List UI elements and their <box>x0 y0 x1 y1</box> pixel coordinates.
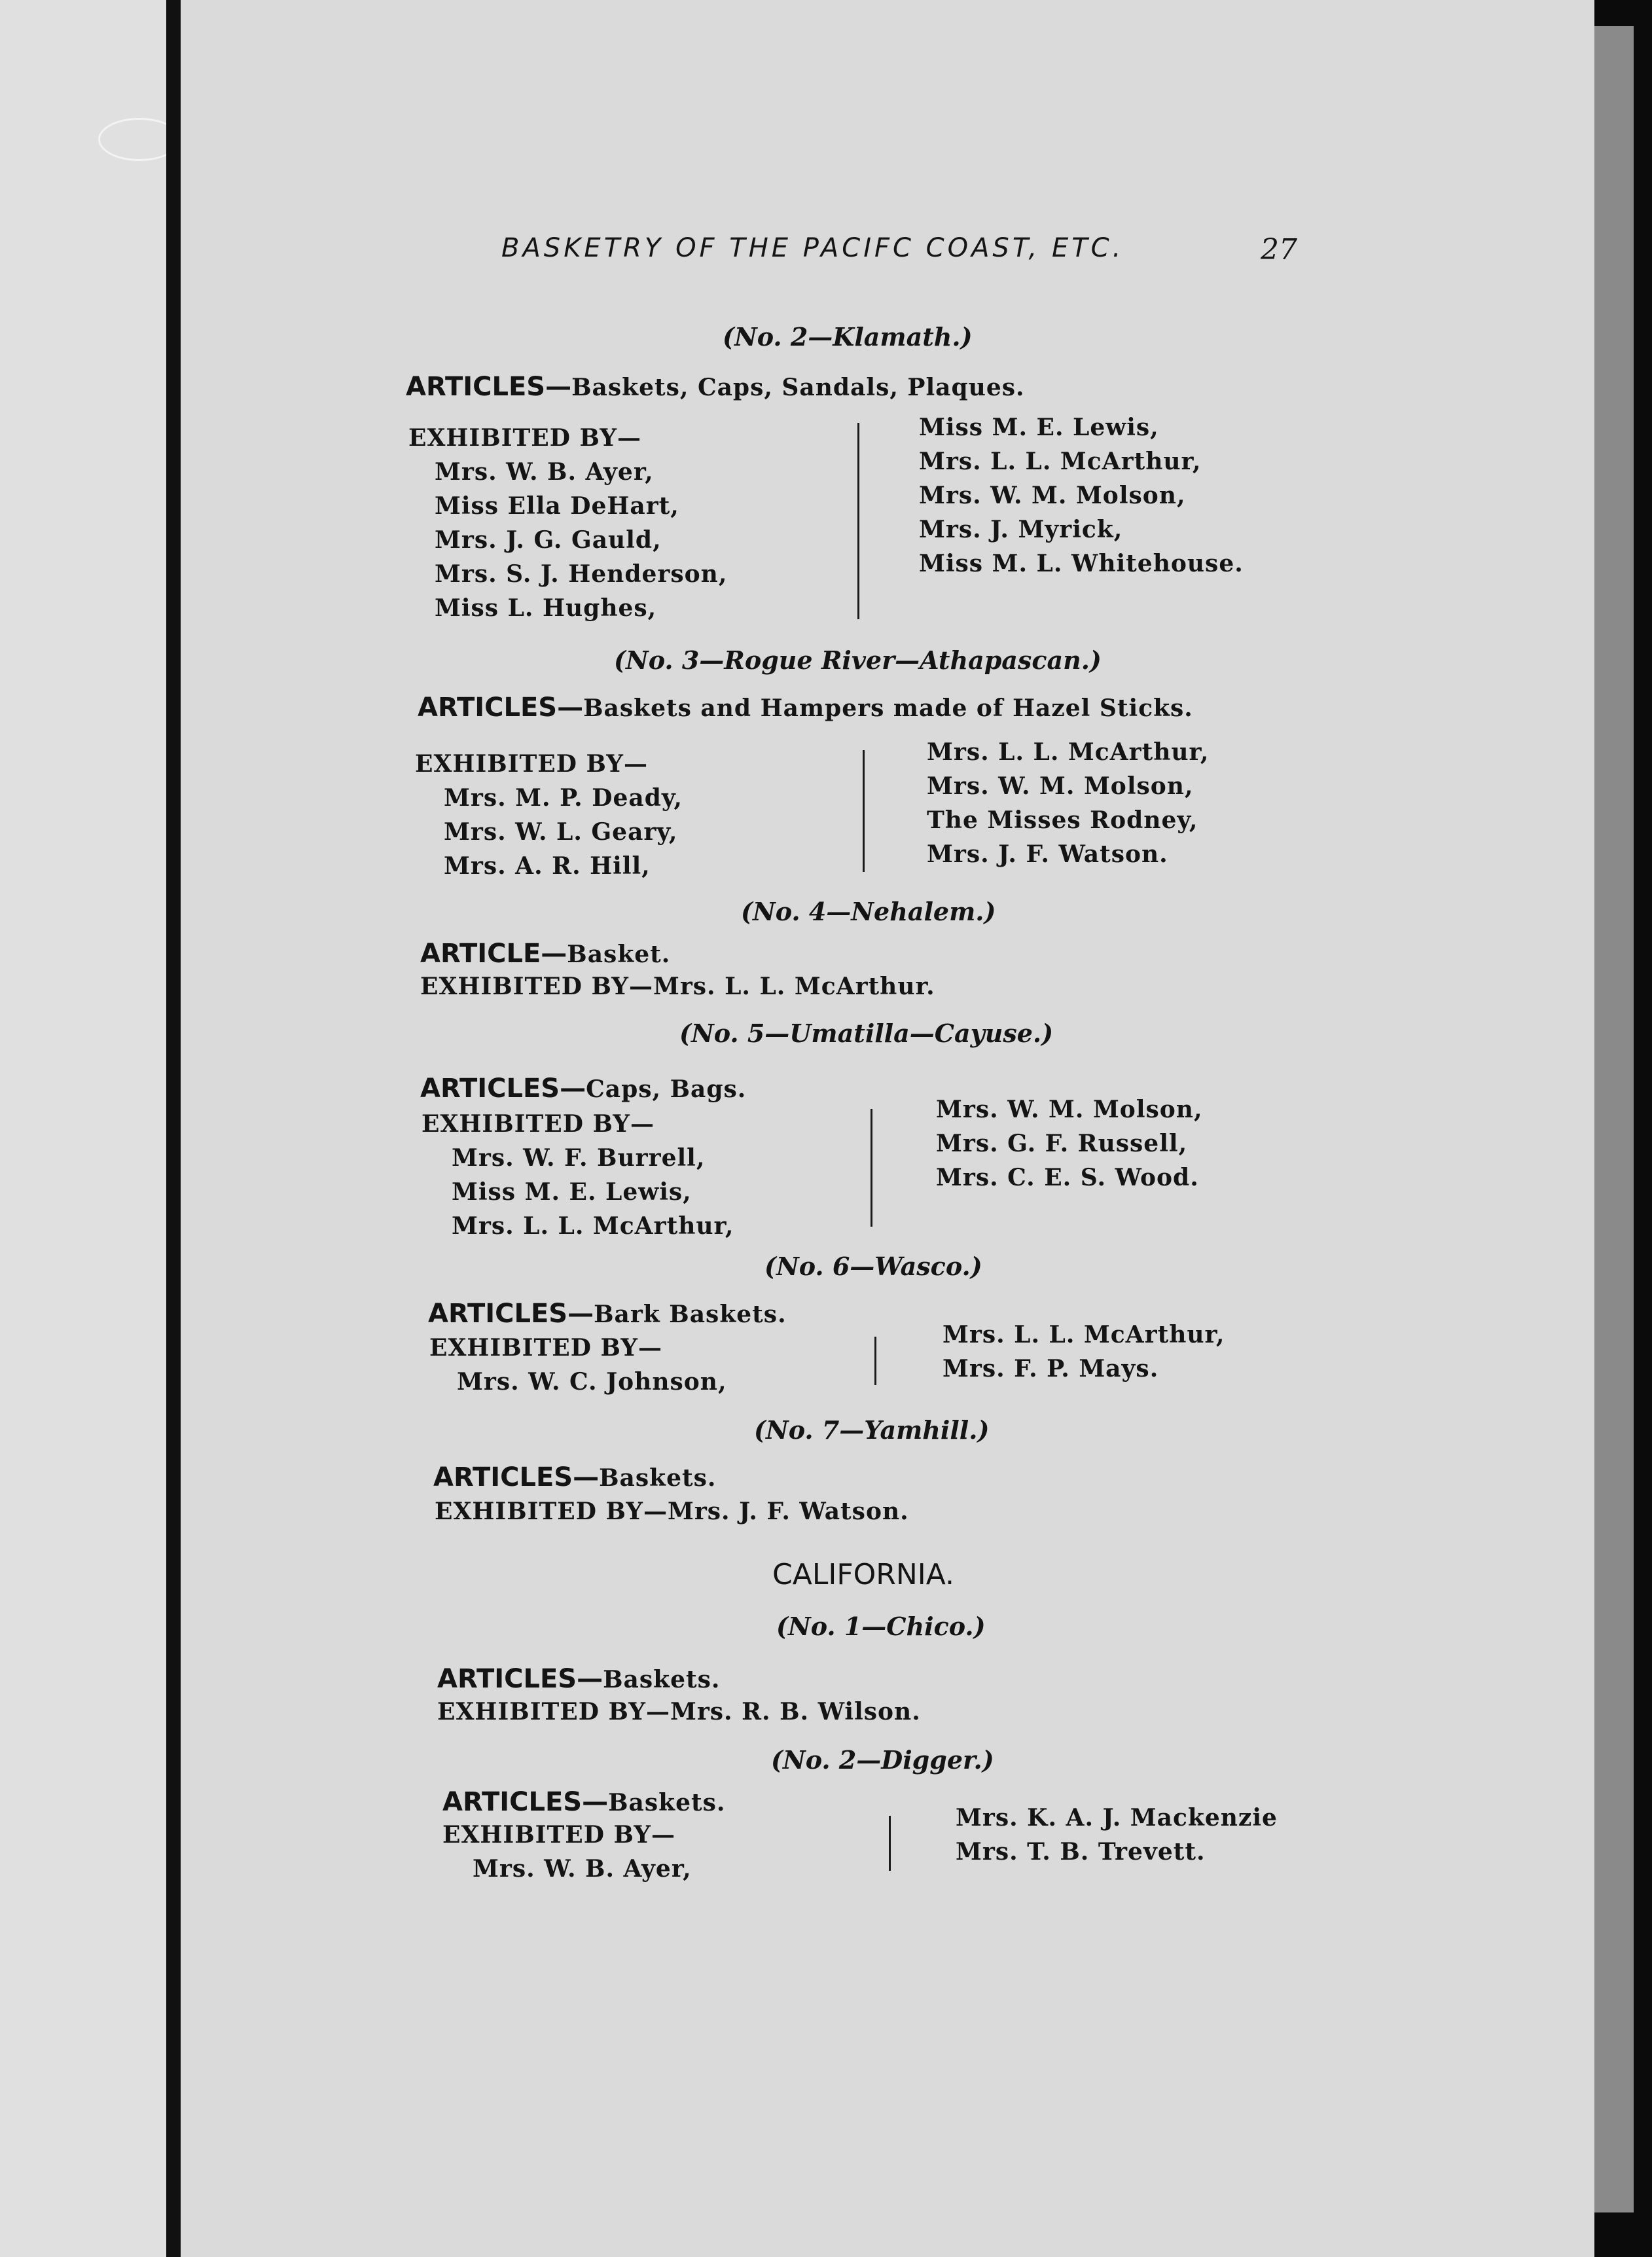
exhibitor-name: Mrs. K. A. J. Mackenzie <box>956 1804 1278 1832</box>
articles-text: Baskets and Hampers made of Hazel Sticks. <box>583 695 1193 722</box>
articles-line <box>442 1787 725 1817</box>
exhibitor-name: Mrs. G. F. Russell, <box>936 1130 1188 1157</box>
column-divider <box>863 750 865 872</box>
column-divider <box>889 1816 891 1871</box>
exhibited-line <box>435 1498 909 1525</box>
column-divider <box>874 1337 876 1385</box>
exhibitor-name: Mrs. R. B. Wilson. <box>670 1698 921 1725</box>
articles-text: Basket. <box>567 941 671 968</box>
section-heading: (No. 1—Chico.) <box>776 1612 986 1641</box>
column-divider <box>871 1109 872 1227</box>
exhibited-label: EXHIBITED BY— <box>442 1821 675 1849</box>
exhibited-label: EXHIBITED BY— <box>422 1110 655 1138</box>
exhibitor-name: Mrs. T. B. Trevett. <box>956 1838 1206 1866</box>
exhibited-line <box>437 1698 921 1725</box>
book-gutter <box>166 0 181 2257</box>
exhibitor-name: Miss M. L. Whitehouse. <box>919 550 1244 577</box>
articles-text: Baskets. <box>599 1464 717 1492</box>
exhibitor-name: Mrs. W. M. Molson, <box>927 772 1194 800</box>
exhibitor-name: Mrs. W. M. Molson, <box>919 482 1186 509</box>
articles-label: ARTICLES— <box>406 372 572 402</box>
articles-label: ARTICLES— <box>420 1074 586 1104</box>
articles-label: ARTICLES— <box>442 1787 609 1817</box>
column-divider <box>857 423 859 619</box>
exhibited-label: EXHIBITED BY— <box>429 1334 662 1362</box>
articles-label: ARTICLES— <box>433 1462 600 1492</box>
exhibitor-name: Mrs. A. R. Hill, <box>444 852 651 880</box>
exhibitor-name: Mrs. W. M. Molson, <box>936 1096 1203 1123</box>
section-heading: (No. 5—Umatilla—Cayuse.) <box>679 1019 1054 1048</box>
exhibitor-name: Mrs. J. Myrick, <box>919 516 1123 543</box>
articles-text: Baskets, Caps, Sandals, Plaques. <box>571 374 1025 401</box>
exhibitor-name: Miss M. E. Lewis, <box>452 1178 692 1206</box>
exhibitor-name: Mrs. W. F. Burrell, <box>452 1144 706 1172</box>
exhibitor-name: Miss Ella DeHart, <box>435 492 679 520</box>
articles-line <box>406 372 1025 402</box>
section-heading: (No. 4—Nehalem.) <box>741 897 996 926</box>
articles-line <box>420 939 670 969</box>
exhibitor-name: Mrs. L. L. McArthur, <box>919 448 1202 475</box>
section-heading: (No. 2—Digger.) <box>771 1745 994 1775</box>
articles-line <box>428 1299 787 1329</box>
exhibitor-name: Mrs. L. L. McArthur, <box>452 1212 734 1240</box>
articles-label: ARTICLES— <box>437 1664 603 1694</box>
exhibited-label: EXHIBITED BY— <box>435 1498 668 1525</box>
articles-line <box>437 1664 720 1694</box>
exhibitor-name: The Misses Rodney, <box>927 806 1198 834</box>
articles-label: ARTICLES— <box>418 693 584 723</box>
exhibitor-name: Mrs. L. L. McArthur, <box>943 1321 1225 1348</box>
exhibitor-name: Mrs. W. C. Johnson, <box>457 1368 727 1396</box>
section-heading: (No. 3—Rogue River—Athapascan.) <box>614 645 1102 675</box>
exhibited-label: EXHIBITED BY— <box>437 1698 670 1725</box>
exhibitor-name: Mrs. J. F. Watson. <box>927 840 1168 868</box>
articles-line <box>420 1074 746 1104</box>
articles-text: Bark Baskets. <box>594 1301 787 1328</box>
exhibitor-name: Mrs. W. L. Geary, <box>444 818 678 846</box>
exhibited-label: EXHIBITED BY— <box>408 424 641 452</box>
exhibitor-name: Mrs. C. E. S. Wood. <box>936 1164 1199 1191</box>
exhibitor-name: Mrs. W. B. Ayer, <box>473 1855 692 1883</box>
exhibitor-name: Mrs. L. L. McArthur. <box>653 973 935 1000</box>
running-title: BASKETRY OF THE PACIFC COAST, ETC. <box>501 233 1124 263</box>
articles-label: ARTICLE— <box>420 939 567 969</box>
exhibitor-name: Miss M. E. Lewis, <box>919 414 1159 441</box>
articles-text: Baskets. <box>603 1666 721 1693</box>
articles-label: ARTICLES— <box>428 1299 594 1329</box>
exhibited-label: EXHIBITED BY— <box>420 973 653 1000</box>
exhibitor-name: Mrs. M. P. Deady, <box>444 784 683 812</box>
exhibitor-name: Mrs. J. F. Watson. <box>667 1498 909 1525</box>
articles-line <box>418 693 1193 723</box>
exhibited-label: EXHIBITED BY— <box>415 750 648 778</box>
page-edge-shadow <box>1594 26 1634 2212</box>
articles-text: Baskets. <box>608 1789 726 1816</box>
section-heading: (No. 7—Yamhill.) <box>754 1415 990 1445</box>
section-heading: (No. 6—Wasco.) <box>764 1252 982 1281</box>
exhibitor-name: Mrs. L. L. McArthur, <box>927 738 1210 766</box>
articles-text: Caps, Bags. <box>586 1075 747 1103</box>
exhibited-line <box>420 973 935 1000</box>
articles-line <box>433 1462 716 1492</box>
running-header <box>325 233 1297 279</box>
section-heading: (No. 2—Klamath.) <box>723 322 973 352</box>
facing-page <box>0 0 166 2257</box>
page-number: 27 <box>1261 233 1297 266</box>
exhibitor-name: Mrs. W. B. Ayer, <box>435 458 654 486</box>
exhibitor-name: Mrs. J. G. Gauld, <box>435 526 662 554</box>
exhibitor-name: Mrs. S. J. Henderson, <box>435 560 728 588</box>
state-heading: CALIFORNIA. <box>772 1558 955 1591</box>
exhibitor-name: Mrs. F. P. Mays. <box>943 1355 1159 1382</box>
exhibitor-name: Miss L. Hughes, <box>435 594 657 622</box>
